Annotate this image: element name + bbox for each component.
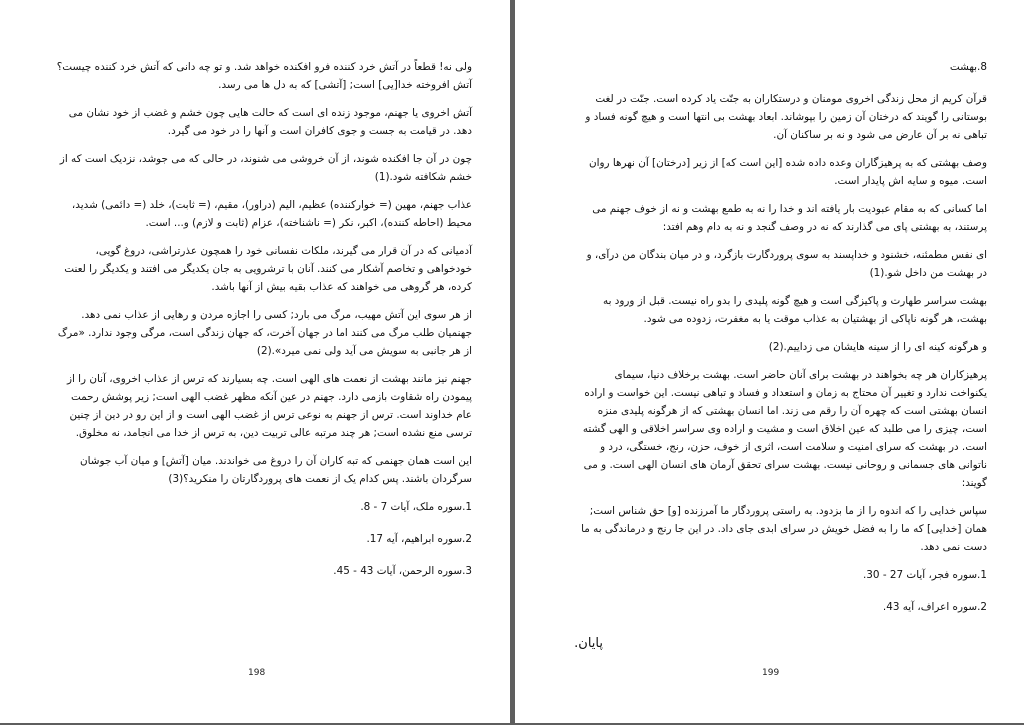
right-page-text — [577, 58, 987, 630]
paragraph: جهنم نیز مانند بهشت از نعمت های الهی است. چه بسیارند که ترس از عذاب اخروی، آنان را از پیمودن راه شقاوت بازمی دارد. جهنم در عین آنکه مظهر غضب الهی است; زیر پوشش رحمت عام خداوند است. ترس از جهنم به نوعی ترس از غضب الهی است و از این رو در دین از چنین ترسی منع نشده است; هر چند مرتبه عالی تربیت دین، به ترس از خدا می انجامد، نه مخلوق. — [66, 373, 472, 439]
section-heading: 8.بهشت — [949, 61, 987, 73]
footnote: 2.سوره اعراف، آیه 43. — [882, 601, 987, 613]
right-page — [515, 0, 1024, 723]
left-page — [0, 0, 510, 723]
paragraph: اما کسانی که به مقام عبودیت بار یافته اند و خدا را نه به طمع بهشت و نه از خوف جهنم می پرستند، به بهشتی پای می گذارند که نه در وصف گنجد و نه به دام وهم افتد: — [592, 203, 987, 233]
paragraph: از هر سوی این آتش مهیب، مرگ می بارد; کسی را اجازه مردن و رهایی از عذاب نمی دهد. جهنمیان طلب مرگ می کنند اما در جهان آخرت، که جهان زندگی است، مرگی وجود ندارد. «مرگ از هر جانبی به سویش می آید ولی نمی میرد».(2) — [57, 309, 472, 357]
paragraph: قرآن کریم از محل زندگی اخروی مومنان و درستکاران به جنّت یاد کرده است. جنّت در لغت بوستانی را گویند که درختان آن زمین را بپوشاند. ابعاد بهشت بی انتها است و هیچ گونه فساد و تباهی نه بر آن عارض می شود و نه بر ساکنان آن. — [585, 93, 987, 141]
page-number: 198 — [248, 668, 266, 678]
paragraph: بهشت سراسر طهارت و پاکیزگی است و هیچ گونه پلیدی را بدو راه نیست. قبل از ورود به بهشت، هر گونه ناپاکی از بهشتیان به عذاب موقت یا به مغفرت، زدوده می شود. — [603, 295, 987, 325]
left-page-text — [54, 58, 472, 594]
footnote: 1.سوره ملک، آیات 7 - 8. — [360, 501, 472, 513]
paragraph: چون در آن جا افکنده شوند، از آن خروشی می شنوند، در حالی که می جوشد، نزدیک است که از خشم شکافته شود.(1) — [59, 153, 472, 183]
paragraph: وصف بهشتی که به پرهیزگاران وعده داده شده [این است که] از زیر [درختان] آن نهرها روان است. میوه و سایه اش پایدار است. — [589, 157, 987, 187]
paragraph: ای نفس مطمئنه، خشنود و خداپسند به سوی پروردگارت بازگرد، و در میان بندگان من درآی، و در بهشت من داخل شو.(1) — [586, 249, 987, 279]
paragraph: سپاس خدایی را که اندوه را از ما بزدود. به راستی پروردگار ما آمرزنده [و] حق شناس است; همان [خدایی] که ما را به فضل خویش در سرای ابدی جای داد. در این جا رنج و درماندگی به ما دست نمی دهد. — [581, 505, 987, 553]
paragraph: عذاب جهنم، مهین (= خوارکننده) عظیم، الیم (دراور)، مقیم، (= ثابت)، خلد (= دائمی) شدید، محیط (احاطه کننده)، اکبر، نکر (= ناشناخته)، عزام (ثابت و لازم) و... است. — [71, 199, 472, 229]
paragraph: این است همان جهنمی که تبه کاران آن را دروغ می خواندند. میان [آتش] و میان آب جوشان سرگردان باشند. پس کدام یک از نعمت های پروردگارتان را منکرید؟(3) — [80, 455, 472, 485]
end-mark: پایان. — [574, 636, 603, 651]
footnote: 1.سوره فجر، آیات 27 - 30. — [862, 569, 987, 581]
footnote: 3.سوره الرحمن، آیات 43 - 45. — [333, 565, 472, 577]
paragraph: آدمیانی که در آن قرار می گیرند، ملکات نفسانی خود را همچون عذرتراشی، دروغ گویی، خودخواهی و تخاصم آشکار می کنند. آنان با ترشرویی به جان یکدیگر می افتند و یکدیگر را لعنت کرده، هر گروهی می خواهند که عذاب بقیه بیش از آنها باشد. — [64, 245, 472, 293]
page-number: 199 — [762, 668, 780, 678]
paragraph: و هرگونه کینه ای را از سینه هایشان می زداییم.(2) — [768, 341, 987, 353]
paragraph: پرهیزکاران هر چه بخواهند در بهشت برای آنان حاضر است. بهشت برخلاف دنیا، سیمای یکنواخت ندارد و تغییر آن محتاج به زمان و استعداد و فساد و تباهی نیست. این خواست و اراده انسان بهشتی است که چهره آن را رقم می زند. اما انسان بهشتی که از هرگونه پلیدی منزه است، چیزی را می طلبد که عین اخلاق است و مشیت و اراده وی سراسر اخلاقی و الهی گشته است. در بهشت که سرای امنیت و سلامت است، اثری از خوف، حزن، رنج، خستگی، درد و ناتوانی های جسمانی و روحانی نیست. بهشت سرای تحقق آرمان های انسان الهی است. و می گویند: — [582, 369, 987, 489]
paragraph: ولی نه! قطعاً در آتش خرد کننده فرو افکنده خواهد شد. و تو چه دانی که آتش خرد کننده چیست؟ آتش افروخته خدا[یی] است; [آتشی] که به دل ها می رسد. — [56, 61, 472, 91]
footnote: 2.سوره ابراهیم، آیه 17. — [366, 533, 472, 545]
paragraph: آتش اخروی یا جهنم، موجود زنده ای است که حالت هایی چون خشم و غضب از خود نشان می دهد. در قیامت به جست و جوی کافران است و آنها را در خود می گیرد. — [68, 107, 472, 137]
